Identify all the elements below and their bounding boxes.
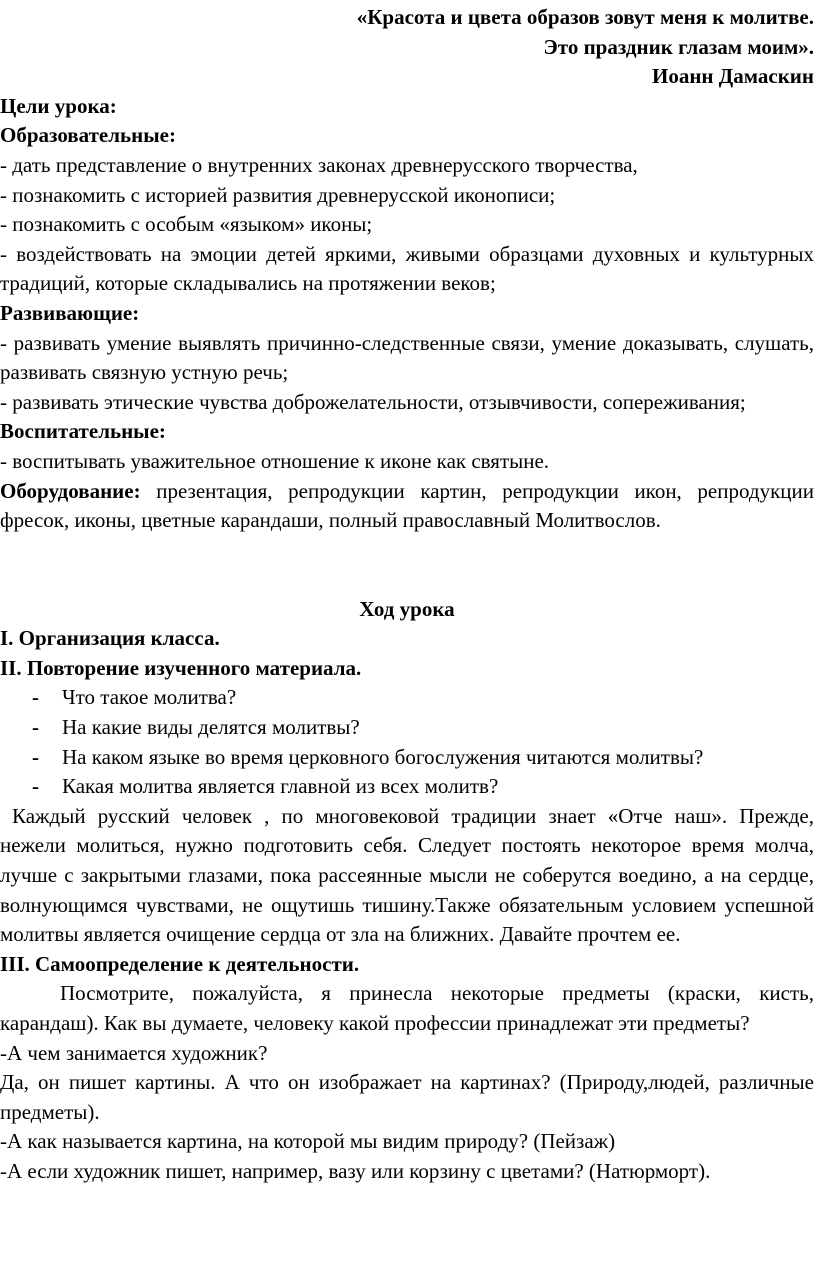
developing-item: - развивать этические чувства доброжелательности, отзывчивости, сопереживания;	[0, 389, 746, 414]
prayer-paragraph: Каждый русский человек , по многовековой традиции знает «Отче наш». Прежде, нежели молиться, нужно подготовить себя. Следует постоять некоторое время молча, лучше с закрытыми глазами, пока рассеянные мысли не соберутся воедино, а на сердце, волнующимся чувствами, не ощутишь тишину.Также обязательным условием успешной молитвы является очищение сердца от зла на ближних. Давайте прочтем ее.	[0, 803, 814, 947]
question-item	[0, 772, 814, 802]
equipment-text: презентация, репродукции картин, репродукции икон, репродукции фресок, иконы, цветные карандаши, полный православный Молитвослов.	[0, 478, 814, 533]
question-list	[0, 683, 814, 801]
educational-heading: Образовательные:	[0, 123, 176, 148]
question-text: Что такое молитва?	[62, 685, 237, 710]
question-text: Какая молитва является главной из всех молитв?	[62, 774, 499, 799]
dialog-line: Да, он пишет картины. А что он изображает на картинах? (Природу,людей, различные предметы).	[0, 1070, 814, 1124]
equipment-label: Оборудование:	[0, 478, 141, 503]
epigraph-line-2: Это праздник глазам моим».	[543, 34, 814, 59]
educational-item: - познакомить с особым «языком» иконы;	[0, 212, 373, 237]
developing-heading: Развивающие:	[0, 300, 140, 325]
dash-bullet: -	[32, 744, 39, 769]
question-item	[0, 683, 814, 713]
epigraph-line-1: «Красота и цвета образов зовут меня к молитве.	[356, 5, 814, 29]
dash-bullet: -	[32, 685, 39, 710]
dialog-line: -А как называется картина, на которой мы видим природу? (Пейзаж)	[0, 1129, 616, 1154]
question-text: На каком языке во время церковного богослужения читаются молитвы?	[62, 744, 704, 769]
dialog-line: -А если художник пишет, например, вазу или корзину с цветами? (Натюрморт).	[0, 1158, 711, 1183]
educational-item: - познакомить с историей развития древнерусской иконописи;	[0, 182, 556, 207]
upbringing-item: - воспитывать уважительное отношение к иконе как святыне.	[0, 448, 550, 473]
educational-item: - воздействовать на эмоции детей яркими, живыми образцами духовных и культурных традиций, которые складывались на протяжении веков;	[0, 241, 814, 296]
upbringing-heading: Воспитательные:	[0, 419, 166, 444]
blank-space	[0, 536, 814, 595]
epigraph-author: Иоанн Дамаскин	[651, 64, 814, 89]
lesson-heading: Ход урока	[359, 596, 455, 621]
section-review: II. Повторение изученного материала.	[0, 655, 362, 680]
question-text: На какие виды делятся молитвы?	[62, 715, 360, 740]
dialog-line: -А чем занимается художник?	[0, 1040, 268, 1065]
goals-heading: Цели урока:	[0, 93, 117, 118]
section-self-determination: III. Самоопределение к деятельности.	[0, 951, 360, 976]
document-page	[0, 3, 814, 1187]
dash-bullet: -	[32, 774, 39, 799]
educational-item: - дать представление о внутренних законах древнерусского творчества,	[0, 152, 638, 177]
question-item	[0, 713, 814, 743]
section-organization: I. Организация класса.	[0, 626, 220, 651]
question-item	[0, 743, 814, 773]
developing-item: - развивать умение выявлять причинно-следственные связи, умение доказывать, слушать, развивать связную устную речь;	[0, 330, 814, 385]
dash-bullet: -	[32, 715, 39, 740]
equipment-paragraph	[0, 477, 814, 536]
self-determination-paragraph: Посмотрите, пожалуйста, я принесла некоторые предметы (краски, кисть, карандаш). Как вы думаете, человеку какой профессии принадлежат эти предметы?	[0, 981, 814, 1035]
